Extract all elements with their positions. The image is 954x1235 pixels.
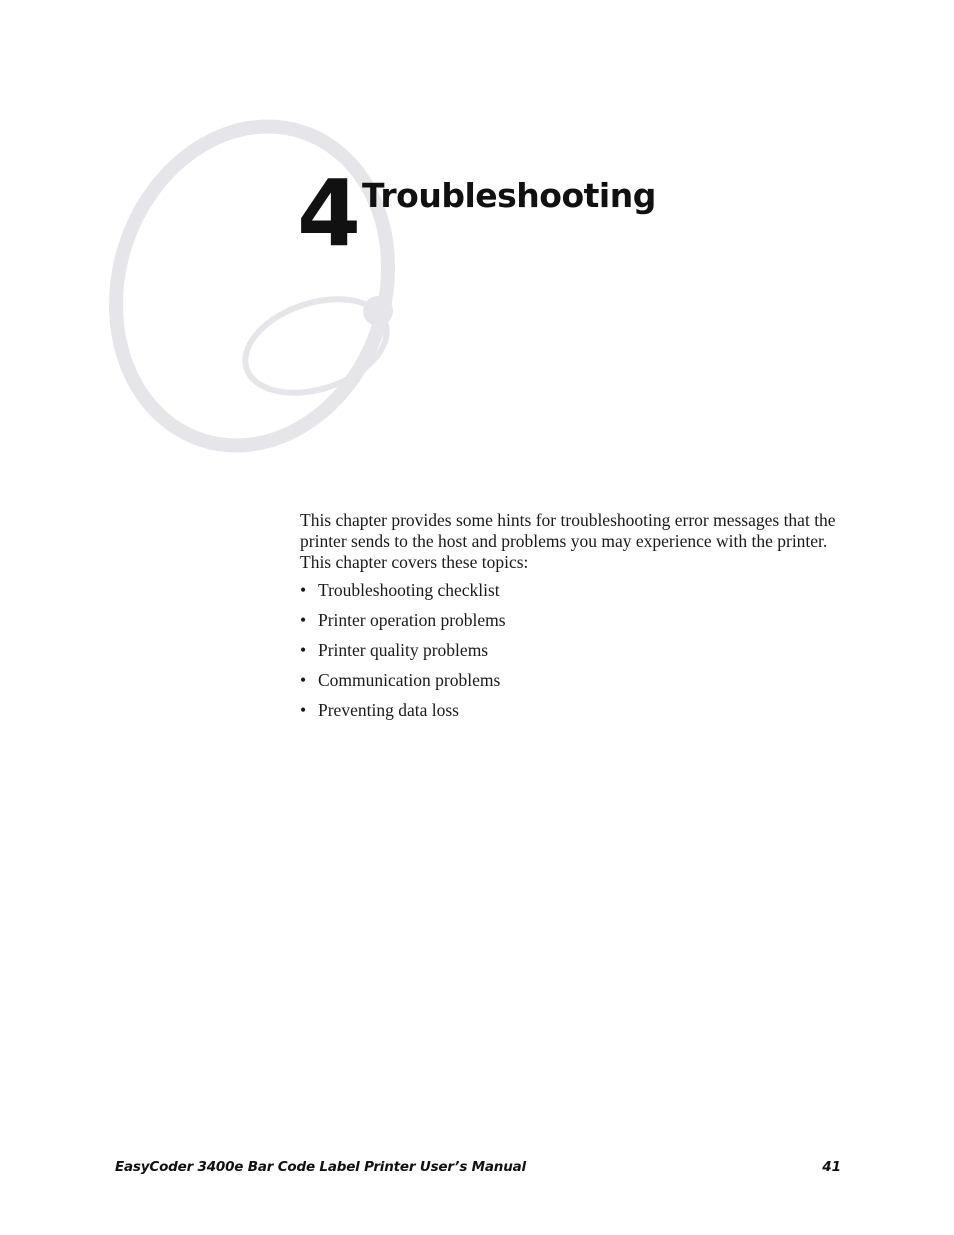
topic-label: Preventing data loss [318,700,459,720]
chapter-number: 4 [297,160,360,267]
list-item [300,610,506,640]
bullet-icon: • [300,670,307,690]
bullet-icon: • [300,640,307,660]
topic-label: Troubleshooting checklist [318,580,500,600]
topic-label: Printer quality problems [318,640,489,660]
chapter-intro-paragraph: This chapter provides some hints for troubleshooting error messages that the printer sends to the host and problems you may experience with the printer. This chapter covers these topics: [300,510,836,572]
bullet-icon: • [300,580,307,600]
footer-manual-title: EasyCoder 3400e Bar Code Label Printer User’s Manual [115,1159,526,1175]
chapter-title: Troubleshooting [362,176,656,215]
bullet-icon: • [300,700,307,720]
bullet-icon: • [300,610,307,630]
list-item [300,670,506,700]
list-item [300,640,506,670]
topics-list [300,580,506,730]
footer-page-number: 41 [822,1159,841,1175]
list-item [300,700,506,730]
list-item [300,580,506,610]
topic-label: Communication problems [318,670,501,690]
topic-label: Printer operation problems [318,610,506,630]
